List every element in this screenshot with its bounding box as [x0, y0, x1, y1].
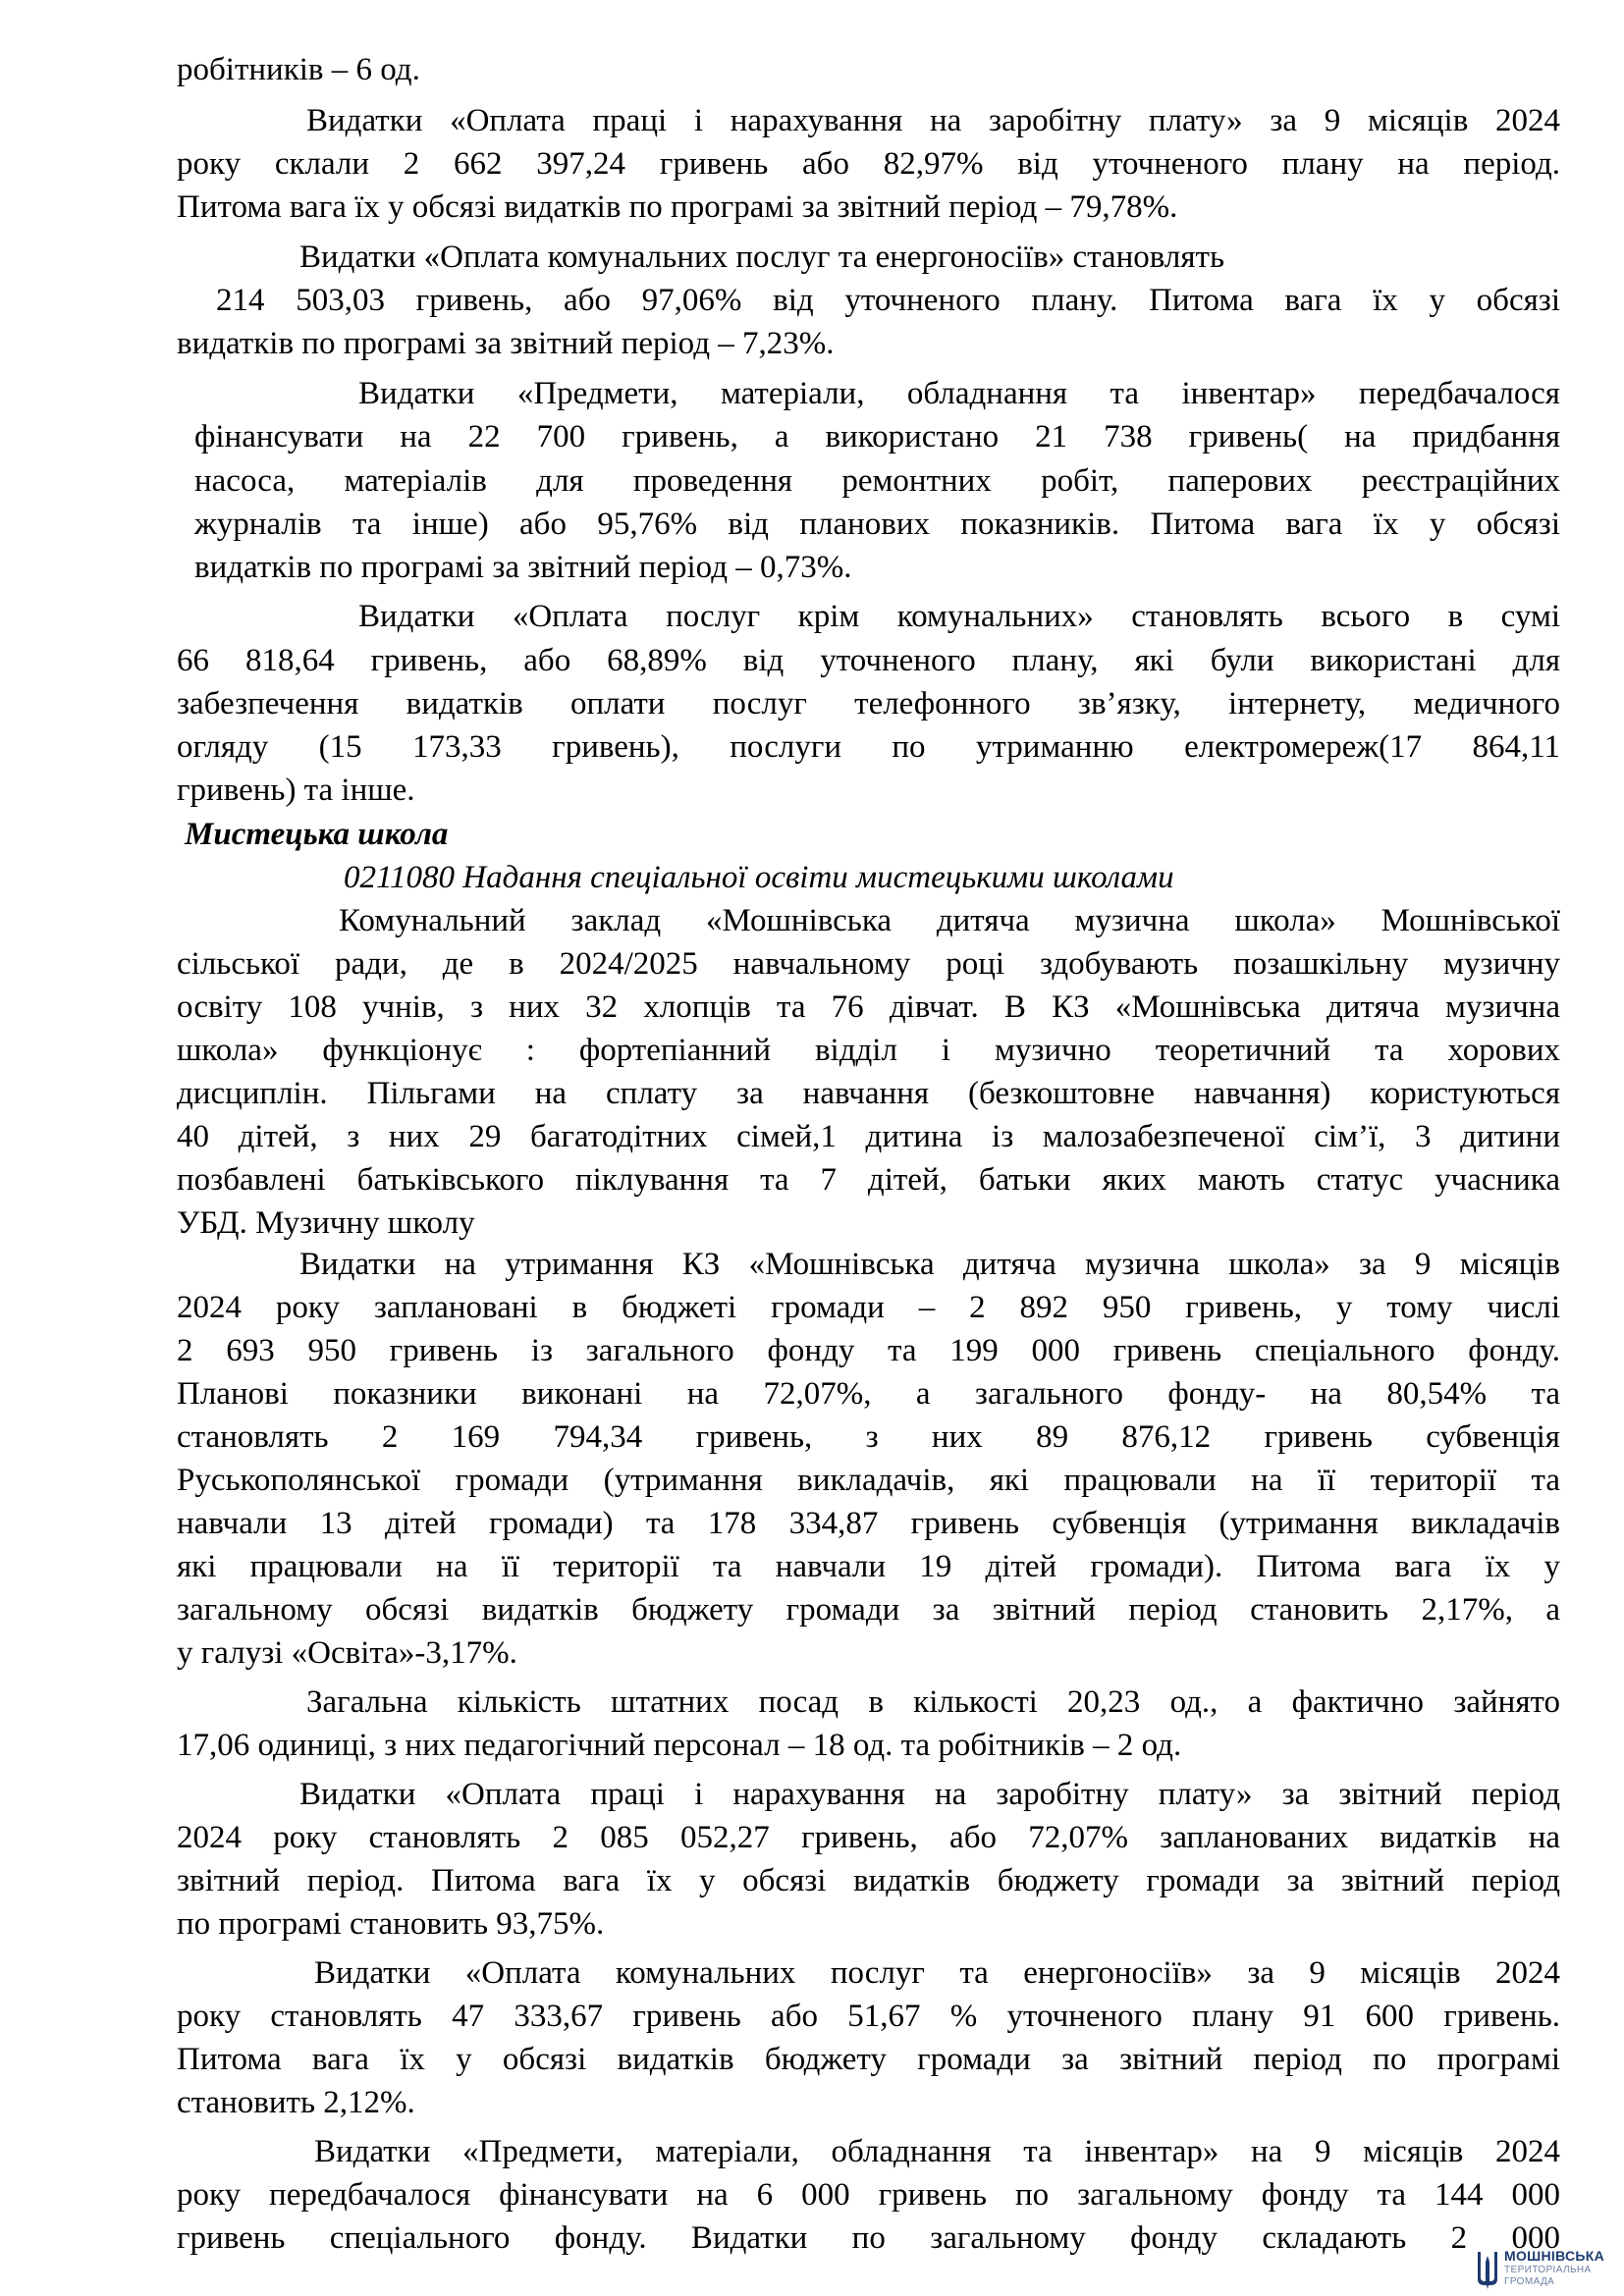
text-line: школа» функціонує : фортепіанний відділ і музично теоретичний та хорових	[177, 1033, 1560, 1068]
program-code-title: 0211080 Надання спеціальної освіти мистецькими школами	[344, 860, 1174, 895]
text-line: загальному обсязі видатків бюджету громади за звітний період становить 2,17%, а	[177, 1592, 1560, 1628]
text-line: становлять 2 169 794,34 гривень, з них 89 876,12 гривень субвенція	[177, 1419, 1560, 1455]
text-line: Руськополянської громади (утримання викладачів, які працювали на її території та	[177, 1463, 1560, 1498]
text-line: у галузі «Освіта»-3,17%.	[177, 1635, 517, 1671]
text-line: звітний період. Питома вага їх у обсязі видатків бюджету громади за звітний період	[177, 1863, 1560, 1898]
text-line: гривень) та інше.	[177, 773, 415, 808]
logo-subtitle: ТЕРИТОРІАЛЬНА	[1504, 2265, 1592, 2275]
logo-subtitle: ГРОМАДА	[1504, 2276, 1555, 2287]
text-line: насоса, матеріалів для проведення ремонтних робіт, паперових реєстраційних	[194, 463, 1560, 499]
text-line: Питома вага їх у обсязі видатків бюджету громади за звітний період по програмі	[177, 2042, 1560, 2077]
text-line: по програмі становить 93,75%.	[177, 1906, 605, 1942]
text-line: УБД. Музичну школу	[177, 1205, 475, 1241]
text-line: 2024 року заплановані в бюджеті громади – 2 892 950 гривень, у тому числі	[177, 1290, 1560, 1325]
text-line: забезпечення видатків оплати послуг телефонного зв’язку, інтернету, медичного	[177, 686, 1560, 721]
text-line: Видатки «Предмети, матеріали, обладнання та інвентар» передбачалося	[358, 376, 1560, 411]
text-line: сільської ради, де в 2024/2025 навчальному році здобувають позашкільну музичну	[177, 946, 1560, 982]
text-line: 214 503,03 гривень, або 97,06% від уточненого плану. Питома вага їх у обсязі	[216, 283, 1560, 318]
text-line: Питома вага їх у обсязі видатків по програмі за звітний період – 79,78%.	[177, 189, 1178, 225]
text-line: навчали 13 дітей громади) та 178 334,87 гривень субвенція (утримання викладачів	[177, 1506, 1560, 1541]
text-line: огляду (15 173,33 гривень), послуги по утриманню електромереж(17 864,11	[177, 729, 1560, 765]
text-line: які працювали на її території та навчали 19 дітей громади). Питома вага їх у	[177, 1549, 1560, 1584]
section-heading: Мистецька школа	[185, 817, 449, 852]
text-line: видатків по програмі за звітний період – 7,23%.	[177, 326, 835, 361]
text-line: 17,06 одиниці, з них педагогічний персонал – 18 од. та робітників – 2 од.	[177, 1728, 1182, 1763]
text-line: становить 2,12%.	[177, 2085, 415, 2120]
text-line: гривень спеціального фонду. Видатки по загальному фонду складають 2 000	[177, 2220, 1560, 2256]
text-line: 2 693 950 гривень із загального фонду та 199 000 гривень спеціального фонду.	[177, 1333, 1560, 1368]
text-line: дисциплін. Пільгами на сплату за навчання (безкоштовне навчання) користуються	[177, 1076, 1560, 1111]
text-line: видатків по програмі за звітний період – 0,73%.	[194, 550, 852, 585]
text-line: Загальна кількість штатних посад в кількості 20,23 од., а фактично зайнято	[306, 1684, 1560, 1720]
text-line: року становлять 47 333,67 гривень або 51,67 % уточненого плану 91 600 гривень.	[177, 1999, 1560, 2034]
text-line: Видатки «Оплата праці і нарахування на заробітну плату» за 9 місяців 2024	[306, 103, 1560, 138]
text-line: робітників – 6 од.	[177, 52, 420, 87]
text-line: освіту 108 учнів, з них 32 хлопців та 76 дівчат. В КЗ «Мошнівська дитяча музична	[177, 989, 1560, 1025]
text-line: Видатки на утримання КЗ «Мошнівська дитяча музична школа» за 9 місяців	[299, 1247, 1560, 1282]
text-line: Комунальний заклад «Мошнівська дитяча музична школа» Мошнівської	[339, 903, 1560, 938]
text-line: позбавлені батьківського піклування та 7 дітей, батьки яких мають статус учасника	[177, 1162, 1560, 1198]
community-logo	[1475, 2248, 1624, 2293]
trident-icon	[1475, 2248, 1500, 2291]
logo-name: МОШНІВСЬКА	[1504, 2248, 1605, 2264]
text-line: Видатки «Оплата послуг крім комунальних» становлять всього в сумі	[358, 599, 1560, 634]
text-line: Видатки «Оплата комунальних послуг та енергоносіїв» за 9 місяців 2024	[314, 1955, 1560, 1991]
text-line: Видатки «Предмети, матеріали, обладнання та інвентар» на 9 місяців 2024	[314, 2134, 1560, 2169]
text-line: року передбачалося фінансувати на 6 000 гривень по загальному фонду та 144 000	[177, 2177, 1560, 2213]
text-line: Видатки «Оплата праці і нарахування на заробітну плату» за звітний період	[299, 1777, 1560, 1812]
text-line: Планові показники виконані на 72,07%, а загального фонду- на 80,54% та	[177, 1376, 1560, 1412]
text-line: 40 дітей, з них 29 багатодітних сімей,1 дитина із малозабезпеченої сім’ї, 3 дитини	[177, 1119, 1560, 1154]
text-line: журналів та інше) або 95,76% від планових показників. Питома вага їх у обсязі	[194, 507, 1560, 542]
text-line: 2024 року становлять 2 085 052,27 гривень, або 72,07% запланованих видатків на	[177, 1820, 1560, 1855]
text-line: року склали 2 662 397,24 гривень або 82,97% від уточненого плану на період.	[177, 146, 1560, 182]
text-line: Видатки «Оплата комунальних послуг та енергоносіїв» становлять	[299, 240, 1224, 275]
text-line: фінансувати на 22 700 гривень, а використано 21 738 гривень( на придбання	[194, 419, 1560, 454]
text-line: 66 818,64 гривень, або 68,89% від уточненого плану, які були використані для	[177, 643, 1560, 678]
